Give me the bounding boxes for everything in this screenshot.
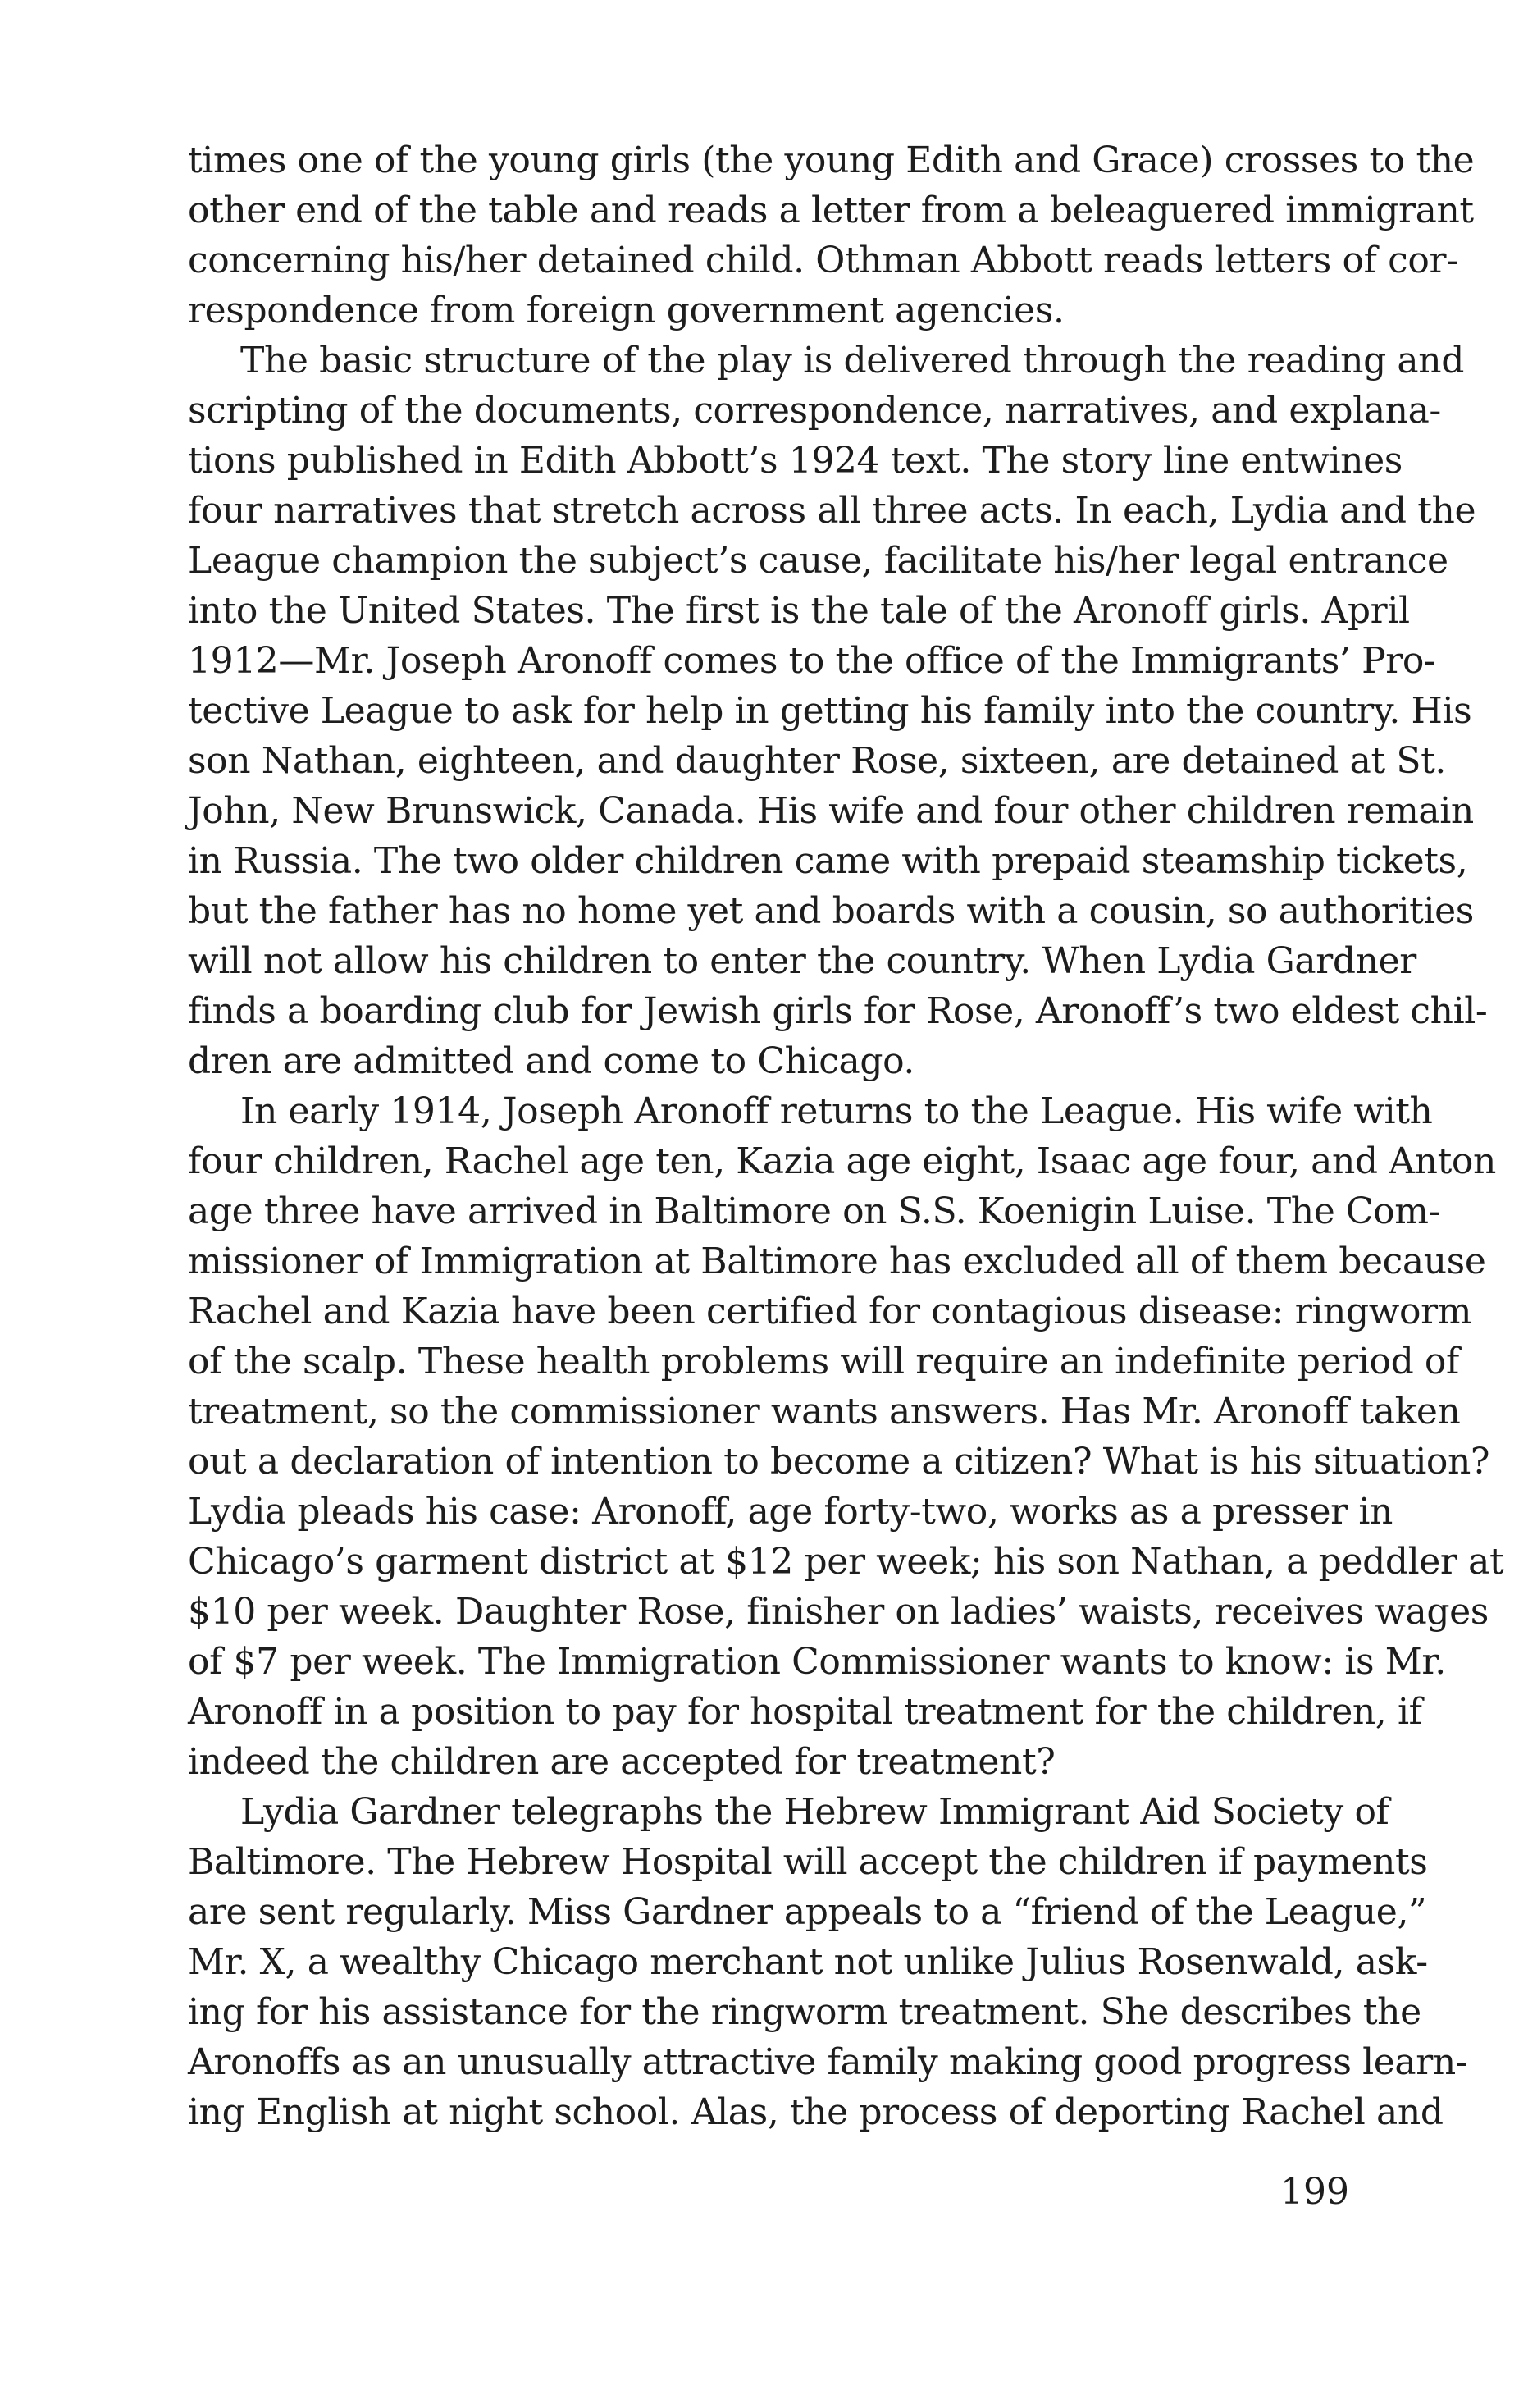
text-line: out a declaration of intention to become a citizen? What is his situation?	[188, 1441, 1490, 1483]
text-line: tions published in Edith Abbott’s 1924 text. The story line entwines	[188, 440, 1403, 482]
text-line: respondence from foreign government agencies.	[188, 290, 1065, 331]
text-line: 1912—Mr. Joseph Aronoff comes to the office of the Immigrants’ Pro-	[188, 640, 1436, 682]
text-line: other end of the table and reads a letter from a beleaguered immigrant	[188, 190, 1474, 231]
text-line: In early 1914, Joseph Aronoff returns to the League. His wife with	[240, 1090, 1433, 1132]
text-line: are sent regularly. Miss Gardner appeals to a “friend of the League,”	[188, 1891, 1427, 1933]
text-line: Chicago’s garment district at $12 per week; his son Nathan, a peddler at	[188, 1541, 1504, 1583]
text-line: tective League to ask for help in getting his family into the country. His	[188, 690, 1472, 732]
text-line: Lydia pleads his case: Aronoff, age forty-two, works as a presser in	[188, 1491, 1393, 1533]
page-number: 199	[1280, 2171, 1349, 2213]
text-line: son Nathan, eighteen, and daughter Rose, sixteen, are detained at St.	[188, 740, 1446, 782]
text-line: ing for his assistance for the ringworm treatment. She describes the	[188, 1991, 1421, 2033]
text-line: scripting of the documents, correspondence, narratives, and explana-	[188, 390, 1441, 432]
text-line: age three have arrived in Baltimore on S.S. Koenigin Luise. The Com-	[188, 1190, 1441, 1232]
text-line: John, New Brunswick, Canada. His wife and four other children remain	[188, 790, 1474, 832]
text-line: Baltimore. The Hebrew Hospital will accept the children if payments	[188, 1841, 1428, 1883]
text-line: Aronoff in a position to pay for hospital treatment for the children, if	[188, 1691, 1422, 1733]
text-line: times one of the young girls (the young Edith and Grace) crosses to the	[188, 139, 1475, 181]
text-line: Lydia Gardner telegraphs the Hebrew Immigrant Aid Society of	[240, 1791, 1389, 1833]
text-line: Rachel and Kazia have been certified for contagious disease: ringworm	[188, 1291, 1472, 1332]
text-line: Aronoffs as an unusually attractive family making good progress learn-	[188, 2041, 1468, 2083]
text-line: dren are admitted and come to Chicago.	[188, 1040, 915, 1082]
text-line: of $7 per week. The Immigration Commissioner wants to know: is Mr.	[188, 1641, 1446, 1683]
text-line: Mr. X, a wealthy Chicago merchant not unlike Julius Rosenwald, ask-	[188, 1941, 1428, 1983]
text-line: ing English at night school. Alas, the process of deporting Rachel and	[188, 2091, 1444, 2133]
text-line: indeed the children are accepted for treatment?	[188, 1741, 1056, 1783]
text-line: but the father has no home yet and boards with a cousin, so authorities	[188, 890, 1474, 932]
text-line: missioner of Immigration at Baltimore has excluded all of them because	[188, 1241, 1486, 1282]
text-line: will not allow his children to enter the country. When Lydia Gardner	[188, 940, 1416, 982]
text-line: in Russia. The two older children came with prepaid steamship tickets,	[188, 840, 1468, 882]
text-line: The basic structure of the play is delivered through the reading and	[240, 340, 1464, 382]
text-line: four narratives that stretch across all three acts. In each, Lydia and the	[188, 490, 1476, 532]
text-line: League champion the subject’s cause, facilitate his/her legal entrance	[188, 540, 1448, 582]
text-line: of the scalp. These health problems will require an indefinite period of	[188, 1341, 1459, 1382]
text-line: into the United States. The first is the tale of the Aronoff girls. April	[188, 590, 1410, 632]
text-line: treatment, so the commissioner wants answers. Has Mr. Aronoff taken	[188, 1391, 1461, 1432]
text-line: concerning his/her detained child. Othman Abbott reads letters of cor-	[188, 240, 1458, 281]
body-text	[188, 135, 1504, 2137]
text-line: four children, Rachel age ten, Kazia age eight, Isaac age four, and Anton	[188, 1140, 1496, 1182]
text-line: $10 per week. Daughter Rose, finisher on ladies’ waists, receives wages	[188, 1591, 1489, 1633]
text-line: finds a boarding club for Jewish girls for Rose, Aronoff’s two eldest chil-	[188, 990, 1488, 1032]
